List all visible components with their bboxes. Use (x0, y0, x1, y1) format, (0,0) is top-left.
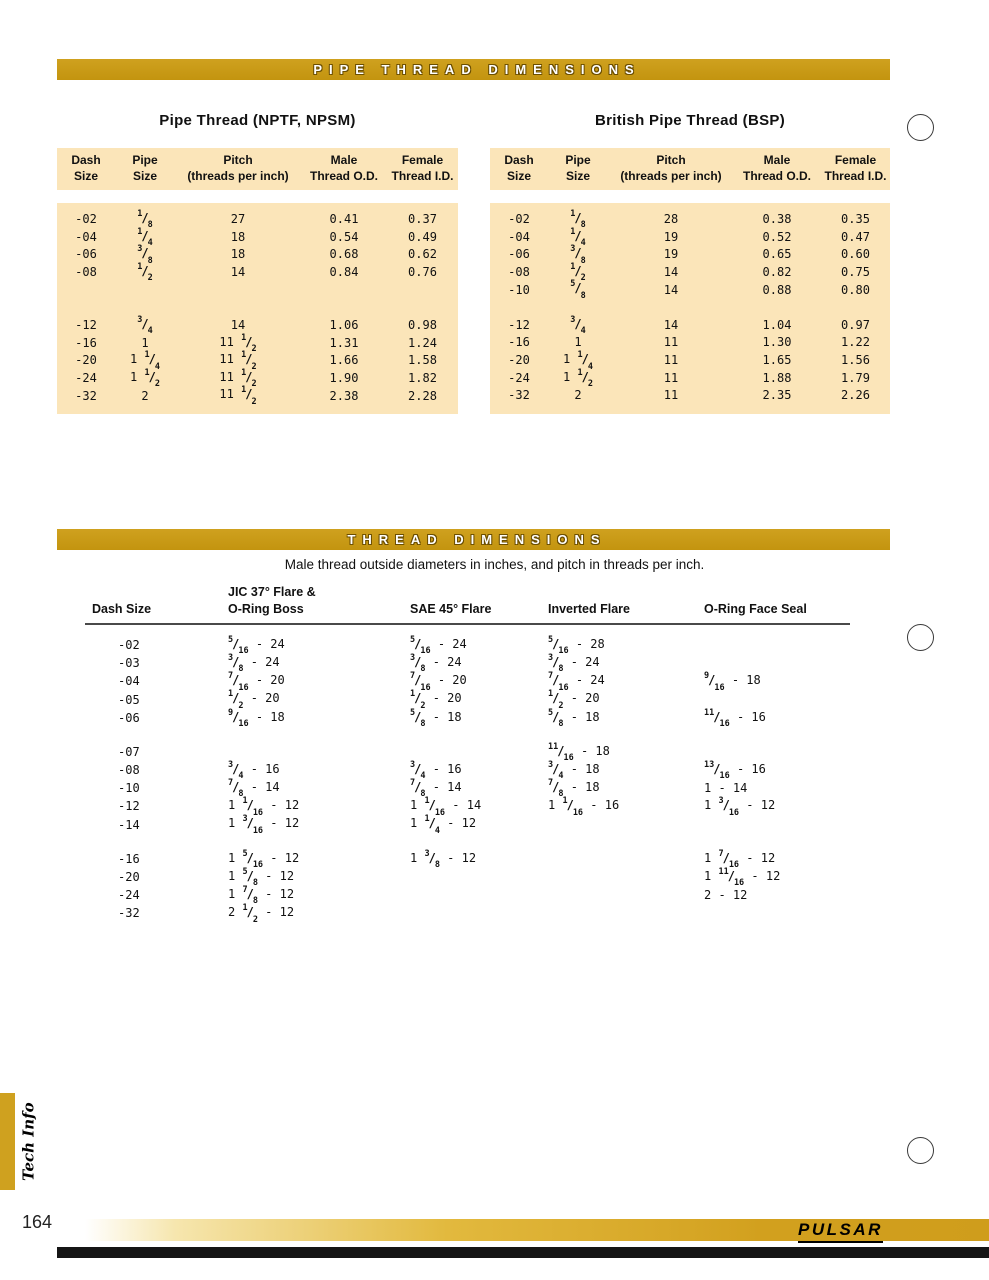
fraction: $^1/_4$ (137, 226, 153, 248)
column-header: Pipe Size (565, 153, 591, 183)
column-header: Pipe Size (132, 153, 158, 183)
fraction: $^7/_{16}$ (548, 671, 569, 693)
fraction: $^1/_2$ (241, 350, 257, 372)
column-header: Male Thread O.D. (309, 153, 378, 183)
fraction: $^7/_{16}$ (228, 671, 249, 693)
table-header-row (85, 584, 850, 625)
table-row (57, 261, 458, 284)
page-number: 164 (22, 1212, 53, 1232)
table-cell: 0.76 (408, 264, 437, 279)
table-cell: $^7/_{16} - 24$ (548, 671, 605, 693)
table-cell: 1.65 (762, 353, 792, 368)
table-cell: -08 (508, 264, 530, 279)
table-cell (548, 244, 608, 266)
tech-info-tab-label: Tech Info (19, 1102, 38, 1181)
fraction: $^1/_{16}$ (242, 796, 264, 818)
table-cell: -02 (508, 212, 530, 227)
table-cell: $^7/_{16} - 20$ (410, 671, 467, 693)
fraction: $^5/_8$ (570, 279, 586, 301)
table-cell: 0.84 (329, 264, 359, 279)
table-cell: 0.35 (841, 212, 870, 227)
fraction: $^3/_4$ (137, 315, 153, 337)
table-row (490, 228, 890, 246)
table-cell: 1.58 (408, 353, 437, 368)
fraction: $^3/_4$ (228, 759, 244, 782)
fraction: $^1/_4$ (577, 350, 593, 372)
table-row (57, 367, 458, 390)
table-row (490, 334, 890, 352)
table-cell: 18 (230, 247, 246, 262)
table-cell: 2.28 (408, 388, 437, 403)
table-cell: 11 (663, 388, 679, 403)
table-row (57, 209, 458, 231)
table-cell: -06 (118, 710, 140, 725)
table-cell: 1 $^1/_{16} - 12$ (228, 796, 300, 818)
pulsar-logo: PULSAR (798, 1220, 883, 1243)
fraction: $^5/_8$ (242, 866, 258, 889)
table-cell: -04 (508, 229, 530, 244)
table-row (57, 228, 458, 246)
table-header-row (57, 148, 458, 190)
table-cell: -16 (508, 335, 530, 350)
table-cell: 1 $^3/_{16} - 12$ (704, 796, 776, 818)
fraction: $^1/_2$ (410, 689, 426, 711)
table-cell: 1 (141, 335, 149, 350)
table-cell: 0.75 (841, 264, 870, 279)
table-cell: 1.24 (408, 335, 437, 350)
fraction: $^1/_2$ (228, 689, 244, 711)
table-cell: -03 (118, 656, 140, 671)
table-cell: -06 (508, 247, 530, 262)
table-cell: -20 (508, 353, 530, 368)
table-cell: 1.66 (329, 353, 359, 368)
table-cell: 1 $^1/_{16} - 16$ (548, 796, 620, 818)
table-body (490, 203, 890, 414)
table-cell: $^{11}/_{16} - 16$ (704, 707, 766, 729)
table-cell: $^3/_8 - 24$ (410, 652, 462, 675)
table-cell: 14 (230, 318, 246, 333)
table-cell: 11 $^1/_2$ (219, 385, 257, 407)
table-row (85, 741, 850, 764)
fraction: $^7/_8$ (410, 778, 426, 800)
table-cell: -10 (118, 781, 140, 796)
fraction: $^7/_{16}$ (718, 848, 740, 871)
fraction: $^3/_4$ (570, 315, 586, 337)
table-row (490, 209, 890, 231)
table-cell: 1.56 (841, 353, 870, 368)
table-cell: -08 (118, 763, 140, 778)
table-cell: 28 (663, 212, 679, 227)
thread-table-subtitle: Male thread outside diameters in inches, and pitch in threads per inch. (284, 557, 705, 572)
table-cell: $^7/_8 - 14$ (410, 778, 462, 800)
table-row (490, 386, 890, 404)
table-cell: -16 (75, 335, 97, 350)
table-cell (548, 228, 608, 246)
fraction: $^9/_{16}$ (228, 707, 249, 729)
table-cell: $^5/_{16} - 24$ (228, 634, 285, 657)
fraction: $^3/_8$ (228, 652, 244, 675)
table-cell: -04 (118, 674, 140, 689)
table-row (85, 634, 850, 657)
table-cell: 1 $^1/_2$ (130, 367, 160, 390)
table-cell: 0.98 (408, 318, 437, 333)
thread-dimensions-table (85, 584, 850, 925)
fraction: $^5/_{16}$ (410, 634, 431, 657)
table-cell: -32 (508, 388, 530, 403)
table-cell: 1 $^1/_4$ (130, 350, 160, 372)
table-body (57, 203, 458, 414)
column-header: Male Thread O.D. (742, 153, 811, 183)
table-cell: 1.30 (762, 335, 792, 350)
table-cell: 0.80 (841, 282, 870, 297)
table-cell: -02 (75, 212, 97, 227)
table-body (85, 636, 850, 923)
table-cell: 1 $^3/_8 - 12$ (410, 848, 477, 871)
table-cell: 14 (663, 318, 679, 333)
table-cell: 0.54 (329, 229, 359, 244)
table-cell: 19 (663, 229, 679, 244)
table-cell: 1.31 (329, 335, 359, 350)
fraction: $^{11}/_{16}$ (704, 707, 730, 729)
table-cell: 1 $^7/_8 - 12$ (228, 885, 295, 907)
table-row (85, 778, 850, 800)
table-row (490, 315, 890, 337)
table-cell: 11 $^1/_2$ (219, 350, 257, 372)
fraction: $^1/_4$ (570, 226, 586, 248)
table-cell: 0.82 (762, 264, 792, 279)
table-cell (115, 209, 175, 231)
fraction: $^9/_{16}$ (704, 671, 725, 693)
column-header: Dash Size (504, 153, 534, 183)
fraction: $^3/_8$ (548, 652, 564, 675)
column-header: Female Thread I.D. (391, 153, 454, 183)
table-cell: 2 (141, 388, 149, 403)
table-row (85, 866, 850, 889)
table-cell: -05 (118, 692, 140, 707)
table-cell: $^3/_8 - 24$ (548, 652, 600, 675)
table-cell: 14 (663, 264, 679, 279)
table-cell: 11 (663, 353, 679, 368)
fraction: $^1/_2$ (241, 385, 257, 407)
table-cell: 1.79 (841, 370, 870, 385)
table-cell (115, 244, 175, 266)
fraction: $^{11}/_{16}$ (718, 866, 745, 889)
table-cell: 0.65 (762, 247, 792, 262)
fraction: $^5/_{16}$ (548, 634, 569, 657)
column-header: SAE 45° Flare (410, 601, 492, 616)
table-cell: 0.97 (841, 318, 870, 333)
fraction: $^7/_8$ (242, 885, 258, 907)
table-cell: 1 $^5/_{16} - 12$ (228, 848, 300, 871)
table-cell: 19 (663, 247, 679, 262)
table-row (57, 334, 458, 352)
banner-title: PIPE THREAD DIMENSIONS (313, 62, 641, 77)
table-row (57, 385, 458, 407)
table-row (85, 903, 850, 925)
fraction: $^3/_8$ (410, 652, 426, 675)
table-cell: $^1/_2 - 20$ (548, 689, 600, 711)
table-cell: 0.38 (762, 212, 792, 227)
fraction: $^1/_2$ (570, 261, 586, 284)
table-cell: -14 (118, 817, 140, 832)
table-row (85, 689, 850, 711)
fraction: $^7/_8$ (548, 778, 564, 800)
table-cell: -32 (118, 906, 140, 921)
table-cell: -07 (118, 744, 140, 759)
table-cell: 1 $^1/_4 - 12$ (410, 814, 477, 836)
table-cell: -02 (118, 637, 140, 652)
table-cell: 1 - 14 (704, 781, 748, 796)
table-cell: 14 (230, 264, 246, 279)
table-cell: -06 (75, 247, 97, 262)
table-cell: $^5/_{16} - 28$ (548, 634, 605, 657)
fraction: $^1/_2$ (242, 903, 258, 925)
table-cell: 0.60 (841, 247, 870, 262)
table-cell: $^{13}/_{16} - 16$ (704, 759, 766, 782)
table-row (85, 885, 850, 907)
table-header-row (490, 148, 890, 190)
table-cell: -12 (75, 318, 97, 333)
table-cell: 0.88 (762, 282, 792, 297)
table-row (490, 350, 890, 372)
table-cell: 18 (230, 229, 246, 244)
table-cell: 2 $^1/_2 - 12$ (228, 903, 295, 925)
table-cell: 0.62 (408, 247, 437, 262)
table-cell: -32 (75, 388, 97, 403)
table-row (490, 261, 890, 284)
punch-hole-circle (907, 624, 934, 651)
table-row (85, 759, 850, 782)
table-cell (115, 315, 175, 337)
table-cell: $^5/_{16} - 24$ (410, 634, 467, 657)
column-header: JIC 37° Flare & O-Ring Boss (228, 585, 316, 616)
table-row (85, 848, 850, 871)
table-title: British Pipe Thread (BSP) (594, 112, 786, 129)
table-row (57, 244, 458, 266)
table-cell: 0.41 (329, 212, 359, 227)
banner-title: THREAD DIMENSIONS (347, 532, 607, 547)
table-cell: 1 $^5/_8 - 12$ (228, 866, 295, 889)
table-cell (548, 209, 608, 231)
fraction: $^3/_{16}$ (242, 814, 264, 836)
table-cell: $^1/_2 - 20$ (228, 689, 280, 711)
table-cell: 11 $^1/_2$ (219, 332, 257, 354)
fraction: $^{13}/_{16}$ (704, 759, 730, 782)
table-row (85, 709, 850, 727)
table-cell: -24 (75, 370, 97, 385)
column-header: Dash Size (71, 153, 101, 183)
table-cell: 11 (663, 370, 679, 385)
table-cell: $^7/_{16} - 20$ (228, 671, 285, 693)
fraction: $^7/_{16}$ (410, 671, 431, 693)
table-cell: $^7/_8 - 14$ (228, 778, 280, 800)
table-cell: -20 (118, 870, 140, 884)
table-cell (548, 261, 608, 284)
table-cell: 0.68 (329, 247, 359, 262)
table-cell: $^1/_2 - 20$ (410, 689, 462, 711)
table-cell: -12 (508, 318, 530, 333)
table-cell: 2 - 12 (704, 888, 748, 903)
fraction: $^{11}/_{16}$ (548, 741, 574, 764)
fraction: $^7/_8$ (228, 778, 244, 800)
fraction: $^1/_{16}$ (562, 796, 584, 818)
pipe-thread-dimensions-banner (57, 59, 890, 80)
table-cell (548, 315, 608, 337)
column-header: Pitch (threads per inch) (187, 153, 289, 183)
fraction: $^3/_4$ (410, 759, 426, 782)
fraction: $^1/_2$ (241, 332, 257, 354)
table-cell: $^7/_8 - 18$ (548, 778, 600, 800)
table-cell: $^3/_4 - 16$ (228, 759, 280, 782)
table-cell: 1 $^1/_4$ (563, 350, 593, 372)
table-cell: 1 (574, 335, 582, 350)
punch-hole-circle (907, 114, 934, 141)
table-cell: 0.49 (408, 229, 437, 244)
table-cell: 0.52 (762, 229, 792, 244)
table-row (490, 244, 890, 266)
table-cell: 1.06 (329, 318, 359, 333)
table-cell: 2.35 (762, 388, 792, 403)
fraction: $^5/_8$ (548, 707, 564, 729)
table-row (85, 796, 850, 818)
table-cell: 1.82 (408, 370, 437, 385)
bsp-table (490, 112, 890, 414)
punch-hole-circle (907, 1137, 934, 1164)
fraction: $^1/_2$ (548, 689, 564, 711)
table-cell: 2 (574, 388, 582, 403)
table-row (85, 814, 850, 836)
table-cell: 1 $^1/_{16} - 14$ (410, 796, 482, 818)
table-cell: 11 (663, 335, 679, 350)
table-cell: 14 (663, 282, 679, 297)
nptf-npsm-table (57, 112, 458, 414)
fraction: $^1/_2$ (577, 367, 593, 390)
table-cell (548, 279, 608, 301)
table-cell: 1 $^7/_{16} - 12$ (704, 848, 776, 871)
table-cell: -24 (508, 370, 530, 385)
column-header: Dash Size (92, 601, 152, 616)
table-cell: 1.04 (762, 318, 792, 333)
table-cell: $^3/_8 - 24$ (228, 652, 280, 675)
thread-dimensions-banner (57, 529, 890, 550)
table-row (57, 315, 458, 337)
table-cell: 0.37 (408, 212, 437, 227)
fraction: $^3/_8$ (137, 244, 153, 266)
table-cell: 1.22 (841, 335, 870, 350)
fraction: $^3/_8$ (570, 244, 586, 266)
table-row (57, 350, 458, 372)
table-cell: 11 $^1/_2$ (219, 367, 257, 390)
table-cell: -12 (118, 799, 140, 814)
table-row (490, 279, 890, 301)
pipe-thread-tables (57, 112, 890, 414)
column-header: Inverted Flare (548, 601, 630, 616)
fraction: $^1/_2$ (144, 367, 160, 390)
table-cell: -04 (75, 229, 97, 244)
table-cell: -20 (75, 353, 97, 368)
table-cell: 0.47 (841, 229, 870, 244)
table-row (85, 671, 850, 693)
table-cell: -10 (508, 282, 530, 297)
table-cell: 2.26 (841, 388, 870, 403)
fraction: $^5/_8$ (410, 707, 426, 729)
fraction: $^1/_4$ (144, 350, 160, 372)
column-header: O-Ring Face Seal (704, 601, 807, 616)
table-cell: -24 (118, 888, 140, 903)
table-cell: $^9/_{16} - 18$ (228, 707, 285, 729)
table-cell: $^5/_8 - 18$ (548, 707, 600, 729)
fraction: $^5/_{16}$ (242, 848, 264, 871)
fraction: $^1/_4$ (424, 814, 440, 836)
table-cell: 1 $^1/_2$ (563, 367, 593, 390)
table-cell: -16 (118, 851, 140, 866)
table-row (490, 367, 890, 390)
fraction: $^1/_8$ (137, 209, 153, 231)
table-cell: 1 $^3/_{16} - 12$ (228, 814, 300, 836)
table-cell: 27 (230, 212, 246, 227)
table-cell: $^3/_4 - 18$ (548, 759, 600, 782)
table-cell: 1.88 (762, 370, 792, 385)
fraction: $^3/_4$ (548, 759, 564, 782)
fraction: $^1/_{16}$ (424, 796, 446, 818)
fraction: $^3/_8$ (424, 848, 440, 871)
table-cell: $^{11}/_{16} - 18$ (548, 741, 610, 764)
tech-info-tab-bar (0, 1093, 15, 1190)
fraction: $^5/_{16}$ (228, 634, 249, 657)
table-cell: 1 $^{11}/_{16} - 12$ (704, 866, 781, 889)
table-cell (115, 261, 175, 284)
table-cell: $^3/_4 - 16$ (410, 759, 462, 782)
table-cell: 2.38 (329, 388, 359, 403)
footer-black-bar (57, 1247, 989, 1258)
column-header: Female Thread I.D. (824, 153, 887, 183)
fraction: $^1/_8$ (570, 209, 586, 231)
fraction: $^3/_{16}$ (718, 796, 740, 818)
fraction: $^1/_2$ (241, 367, 257, 390)
table-cell: 1.90 (329, 370, 359, 385)
table-cell: $^9/_{16} - 18$ (704, 671, 761, 693)
column-header: Pitch (threads per inch) (620, 153, 722, 183)
table-title: Pipe Thread (NPTF, NPSM) (159, 112, 356, 129)
fraction: $^1/_2$ (137, 261, 153, 284)
table-cell: $^5/_8 - 18$ (410, 707, 462, 729)
table-cell: -08 (75, 264, 97, 279)
table-cell (115, 228, 175, 246)
table-row (85, 652, 850, 675)
